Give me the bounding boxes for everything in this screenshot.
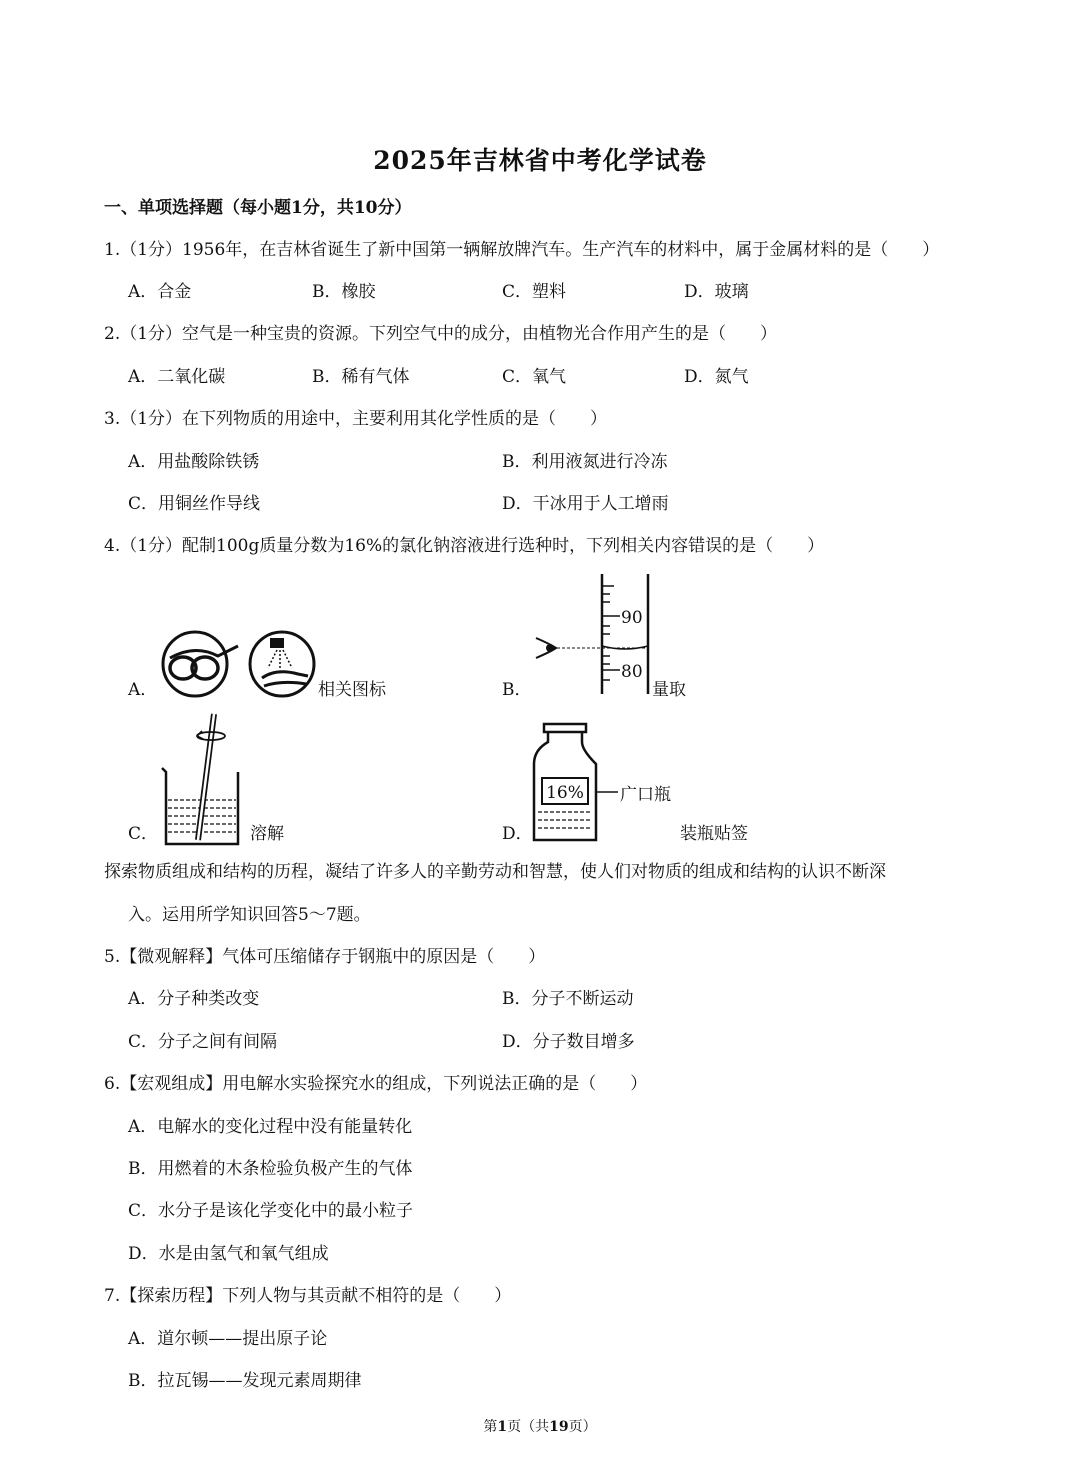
q4-option-b-letter: B． [502, 680, 532, 700]
bottle-stopper [544, 724, 586, 732]
q3-option-b: B．利用液氮进行冷冻 [502, 452, 668, 472]
wash-hands-icon [250, 632, 314, 696]
q7-option-a: A．道尔顿——提出原子论 [128, 1329, 328, 1349]
section-heading: 一、单项选择题（每小题1分，共10分） [104, 198, 412, 218]
footer-total-pages: 19 [549, 1419, 569, 1435]
question-1-stem: 1.（1分）1956年，在吉林省诞生了新中国第一辆解放牌汽车。生产汽车的材料中，属于金属材料的是（ ） [104, 240, 940, 260]
graduated-cylinder-figure [530, 572, 652, 696]
q1-option-c: C．塑料 [502, 282, 567, 302]
q4-option-c-letter: C． [128, 824, 159, 844]
cylinder-scale-ticks [602, 586, 620, 680]
q3-option-d: D．干冰用于人工增雨 [502, 494, 669, 514]
eye-icon [536, 638, 556, 658]
q6-option-c: C．水分子是该化学变化中的最小粒子 [128, 1201, 414, 1221]
q2-option-a: A．二氧化碳 [128, 367, 226, 387]
q4-option-d-letter: D． [502, 824, 533, 844]
q2-option-b: B．稀有气体 [312, 367, 410, 387]
footer-page-number: 1 [497, 1419, 508, 1435]
intro-line-2: 入。运用所学知识回答5～7题。 [128, 905, 371, 925]
q1-option-a: A．合金 [128, 282, 192, 302]
question-3-stem: 3.（1分）在下列物质的用途中，主要利用其化学性质的是（ ） [104, 409, 608, 429]
question-4-stem: 4.（1分）配制100g质量分数为16%的氯化钠溶液进行选种时，下列相关内容错误的是（ ） [104, 536, 825, 556]
question-6-stem: 6.【宏观组成】用电解水实验探究水的组成，下列说法正确的是（ ） [104, 1074, 648, 1094]
q2-option-c: C．氧气 [502, 367, 567, 387]
page-footer [0, 1416, 1080, 1436]
hazard-icons-figure [158, 628, 318, 700]
q4-option-a-label: 相关图标 [318, 680, 386, 700]
cylinder-tick-90: 90 [621, 608, 643, 628]
footer-prefix: 第 [483, 1419, 498, 1435]
q2-option-d: D．氮气 [684, 367, 749, 387]
q1-option-b: B．橡胶 [312, 282, 376, 302]
q5-option-a: A．分子种类改变 [128, 989, 260, 1009]
q5-option-d: D．分子数目增多 [502, 1032, 635, 1052]
bottle-label-text: 16% [546, 783, 584, 803]
intro-line-1: 探索物质组成和结构的历程，凝结了许多人的辛勤劳动和智慧，使人们对物质的组成和结构的认识不断深 [104, 862, 886, 882]
q1-option-d: D．玻璃 [684, 282, 749, 302]
beaker-stirring-figure [156, 710, 256, 850]
question-5-stem: 5.【微观解释】气体可压缩储存于钢瓶中的原因是（ ） [104, 947, 546, 967]
goggles-icon [163, 632, 238, 696]
q4-option-c-label: 溶解 [250, 824, 284, 844]
question-7-stem: 7.【探索历程】下列人物与其贡献不相符的是（ ） [104, 1286, 512, 1306]
footer-suffix: 页） [568, 1419, 597, 1435]
question-2-stem: 2.（1分）空气是一种宝贵的资源。下列空气中的成分，由植物光合作用产生的是（ ） [104, 324, 778, 344]
q4-option-a-letter: A． [128, 680, 158, 700]
q6-option-b: B．用燃着的木条检验负极产生的气体 [128, 1159, 413, 1179]
q3-option-a: A．用盐酸除铁锈 [128, 452, 260, 472]
page-title: 2025年吉林省中考化学试卷 [373, 146, 707, 175]
cylinder-tick-80: 80 [621, 662, 643, 682]
q6-option-a: A．电解水的变化过程中没有能量转化 [128, 1117, 413, 1137]
q5-option-c: C．分子之间有间隔 [128, 1032, 278, 1052]
q6-option-d: D．水是由氢气和氧气组成 [128, 1244, 329, 1264]
bottle-liquid-lines [538, 812, 592, 828]
bottle-callout-text: 广口瓶 [620, 785, 671, 805]
q3-option-c: C．用铜丝作导线 [128, 494, 261, 514]
footer-middle: 页（共 [507, 1419, 550, 1435]
q4-option-b-label: 量取 [652, 680, 686, 700]
reagent-bottle-figure [530, 718, 682, 844]
q4-option-d-label: 装瓶贴签 [680, 824, 748, 844]
q5-option-b: B．分子不断运动 [502, 989, 634, 1009]
q7-option-b: B．拉瓦锡——发现元素周期律 [128, 1371, 362, 1391]
